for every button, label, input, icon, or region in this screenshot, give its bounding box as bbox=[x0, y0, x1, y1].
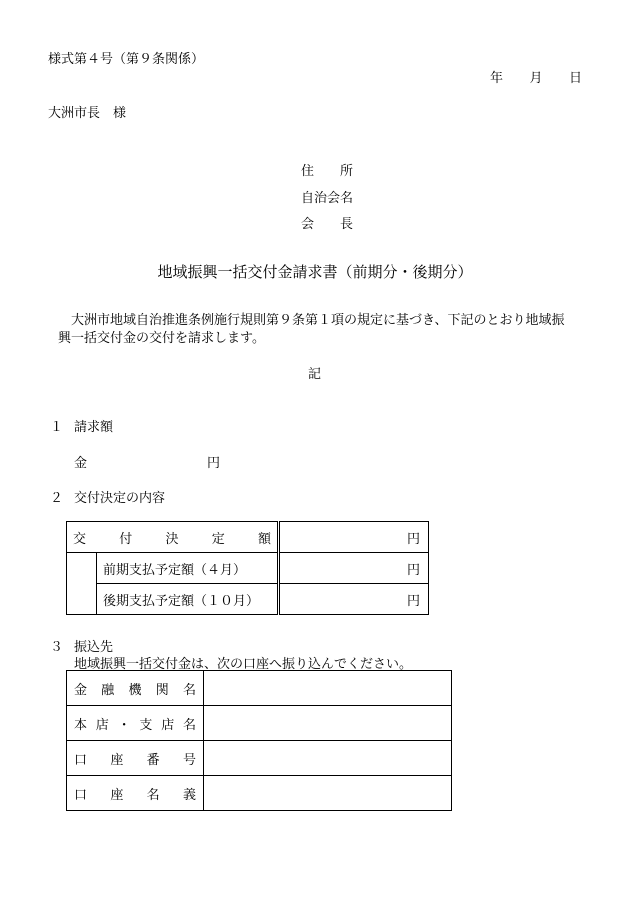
bank-label-char: 義 bbox=[182, 787, 196, 803]
bank-label-char: 号 bbox=[182, 752, 196, 768]
second-half-label: 後期支払予定額（１０月） bbox=[97, 584, 279, 615]
applicant-association-label: 自治会名 bbox=[301, 191, 354, 206]
address-label-char: 所 bbox=[339, 164, 353, 179]
section2-heading: 交付決定の内容 bbox=[74, 491, 166, 506]
bank-label-char: 口 bbox=[74, 787, 88, 803]
account-holder-value-cell[interactable] bbox=[204, 776, 452, 811]
bank-label-char: 本 bbox=[74, 717, 88, 733]
bank-label-char: 支 bbox=[139, 717, 153, 733]
bank-account-table bbox=[66, 670, 452, 811]
bank-label-char: 関 bbox=[155, 682, 169, 698]
account-number-label bbox=[74, 749, 196, 768]
bank-label-char: 名 bbox=[146, 787, 160, 803]
table-row bbox=[67, 522, 429, 553]
bank-label-char: 機 bbox=[128, 682, 142, 698]
branch-label bbox=[74, 714, 196, 733]
account-holder-label bbox=[74, 784, 196, 803]
bank-name-label-cell bbox=[67, 671, 204, 706]
first-half-amount-cell[interactable] bbox=[279, 553, 429, 584]
account-number-value-cell[interactable] bbox=[204, 741, 452, 776]
chief-label-char: 会 bbox=[301, 217, 315, 232]
total-amount-label-char: 額 bbox=[257, 531, 271, 547]
date-month-label: 月 bbox=[529, 71, 543, 86]
account-number-label-cell bbox=[67, 741, 204, 776]
bank-label-char: 名 bbox=[182, 717, 196, 733]
bank-label-char: 融 bbox=[101, 682, 115, 698]
bank-label-char: 金 bbox=[74, 682, 88, 698]
table-row bbox=[67, 584, 429, 615]
table-row bbox=[67, 553, 429, 584]
bank-label-char: 座 bbox=[110, 752, 124, 768]
total-amount-label-char: 定 bbox=[211, 531, 225, 547]
total-amount-unit: 円 bbox=[406, 531, 420, 547]
applicant-address-label bbox=[301, 160, 353, 179]
bank-label-char: 番 bbox=[146, 752, 160, 768]
date-year-label: 年 bbox=[490, 71, 504, 86]
first-half-unit: 円 bbox=[406, 562, 420, 578]
second-half-amount-cell[interactable] bbox=[279, 584, 429, 615]
ki-marker: 記 bbox=[308, 367, 322, 382]
address-label-char: 住 bbox=[301, 164, 315, 179]
transfer-instruction: 地域振興一括交付金は、次の口座へ振り込んでください。 bbox=[74, 657, 413, 672]
total-amount-label-char: 付 bbox=[119, 531, 133, 547]
section3-heading: 振込先 bbox=[74, 640, 114, 655]
branch-value-cell[interactable] bbox=[204, 706, 452, 741]
amount-kin-label: 金 bbox=[74, 456, 88, 471]
bank-label-char: 口 bbox=[74, 752, 88, 768]
table-row bbox=[67, 776, 452, 811]
total-amount-cell[interactable] bbox=[279, 522, 429, 553]
table-row bbox=[67, 741, 452, 776]
date-day-label: 日 bbox=[568, 71, 582, 86]
bank-name-value-cell[interactable] bbox=[204, 671, 452, 706]
bank-name-label bbox=[74, 679, 196, 698]
total-amount-label bbox=[73, 528, 271, 547]
first-half-label: 前期支払予定額（４月） bbox=[97, 553, 279, 584]
date-line bbox=[490, 67, 582, 86]
branch-label-cell bbox=[67, 706, 204, 741]
section1-heading: 請求額 bbox=[74, 420, 114, 435]
bank-label-char: ・ bbox=[117, 717, 131, 733]
applicant-chief-label bbox=[301, 213, 353, 232]
second-half-unit: 円 bbox=[406, 593, 420, 609]
section2-number: ２ bbox=[50, 491, 64, 506]
bank-label-char: 店 bbox=[161, 717, 175, 733]
section1-number: １ bbox=[50, 420, 64, 435]
total-amount-label-char: 交 bbox=[73, 531, 87, 547]
chief-label-char: 長 bbox=[339, 217, 353, 232]
document-title: 地域振興一括交付金請求書（前期分・後期分） bbox=[157, 263, 473, 281]
table-row bbox=[67, 671, 452, 706]
bank-label-char: 店 bbox=[95, 717, 109, 733]
account-holder-label-cell bbox=[67, 776, 204, 811]
amount-yen-label: 円 bbox=[207, 456, 221, 471]
addressee: 大洲市長 様 bbox=[48, 106, 127, 121]
total-amount-label-char: 決 bbox=[165, 531, 179, 547]
indent-cell bbox=[67, 553, 97, 615]
allocation-table bbox=[66, 521, 429, 615]
total-amount-label-cell bbox=[67, 522, 279, 553]
body-line-1: 大洲市地域自治推進条例施行規則第９条第１項の規定に基づき、下記のとおり地域振 bbox=[71, 313, 565, 328]
section3-number: ３ bbox=[50, 640, 64, 655]
bank-label-char: 名 bbox=[182, 682, 196, 698]
form-number: 様式第４号（第９条関係） bbox=[48, 52, 205, 67]
table-row bbox=[67, 706, 452, 741]
body-line-2: 興一括交付金の交付を請求します。 bbox=[58, 331, 265, 346]
bank-label-char: 座 bbox=[110, 787, 124, 803]
